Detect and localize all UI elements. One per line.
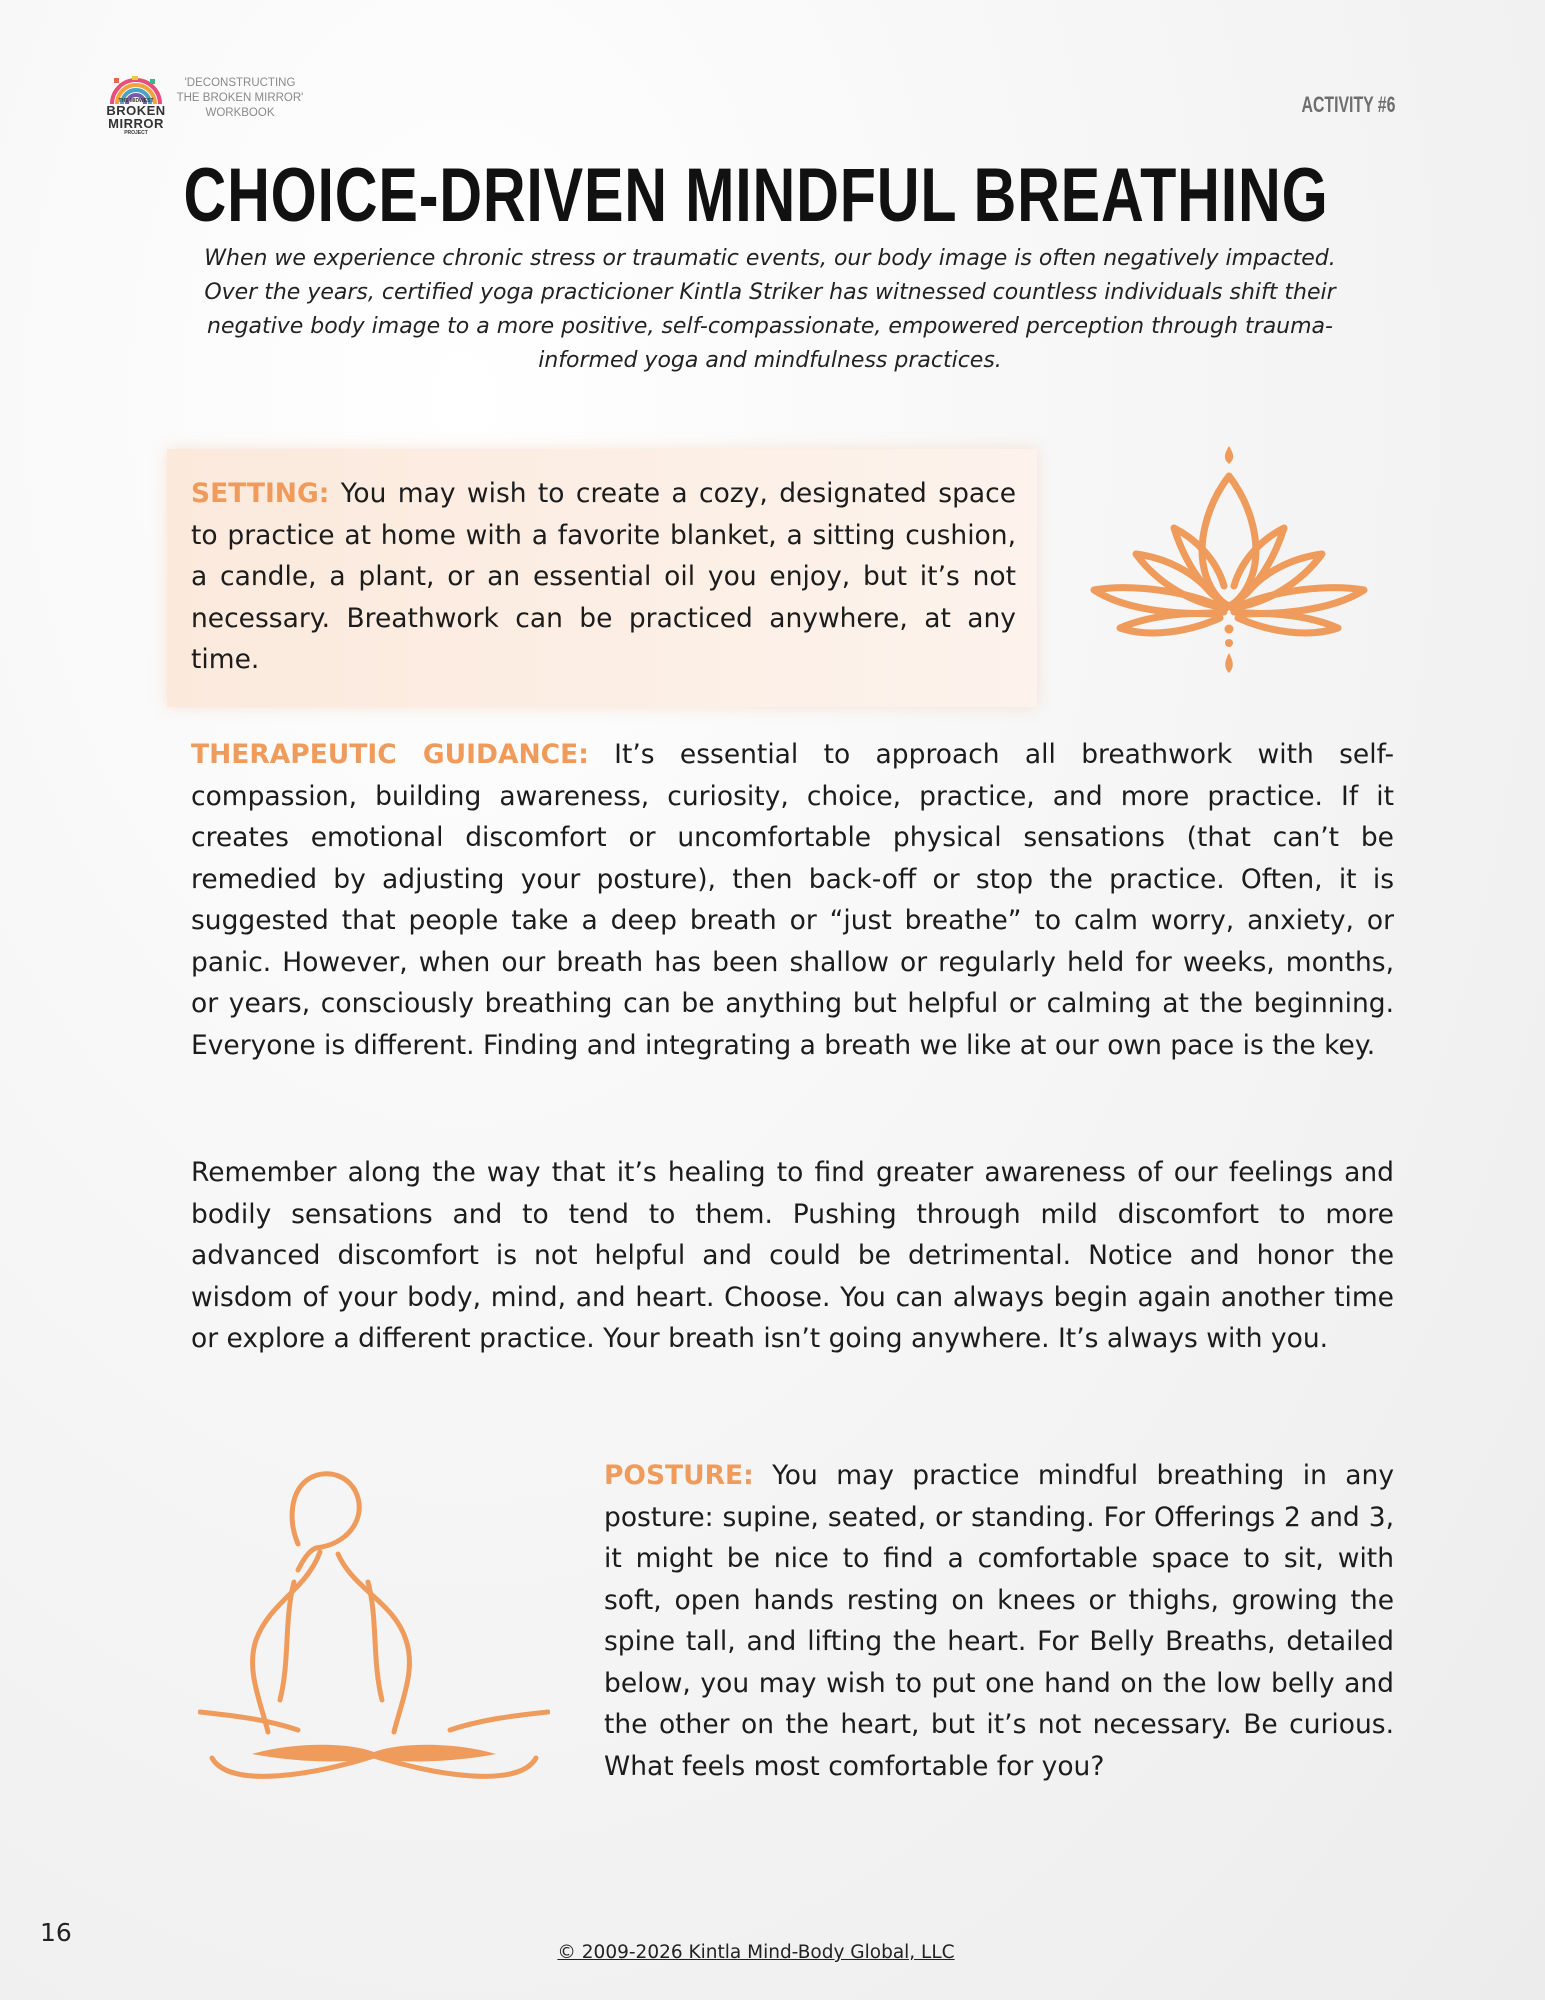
posture-text: You may practice mindful breathing in any posture: supine, seated, or standing. For Offerings 2 and 3, it might be nice to find a comfortable space to sit, with soft, open hands resting on knees or thighs, growing the spine tall, and lifting the heart. For Belly Breaths, detailed below, you may wish to put one hand on the low belly and the other on the heart, but it’s not necessary. Be curious. What feels most comfortable for you? bbox=[604, 1460, 1394, 1782]
posture-paragraph bbox=[604, 1455, 1394, 1787]
setting-paragraph bbox=[191, 473, 1016, 681]
setting-label: SETTING: bbox=[191, 478, 330, 509]
logo-text: THE MIDWEST BROKEN MIRROR PROJECT bbox=[106, 98, 166, 136]
page-title: CHOICE-DRIVEN MINDFUL BREATHING bbox=[183, 153, 1329, 238]
posture-label: POSTURE: bbox=[604, 1460, 754, 1491]
activity-label: ACTIVITY #6 bbox=[1301, 92, 1395, 117]
remember-paragraph: Remember along the way that it’s healing to find greater awareness of our feelings and bodily sensations and to tend to them. Pushing through mild discomfort to more advanced discomfort is not helpful and could be detrimental. Notice and honor the wisdom of your body, mind, and heart. Choose. You can always begin again another time or explore a different practice. Your breath isn’t going anywhere. It’s always with you. bbox=[191, 1157, 1394, 1354]
intro-paragraph: When we experience chronic stress or traumatic events, our body image is often negatively impacted. Over the years, certified yoga practicioner Kintla Striker has witnessed countless individuals shift their negative body image to a more positive, self-compassionate, empowered perception through trauma-informed yoga and mindfulness practices. bbox=[204, 246, 1336, 373]
therapeutic-paragraph bbox=[191, 734, 1394, 1066]
workbook-label: 'DECONSTRUCTING THE BROKEN MIRROR' WORKBOOK bbox=[176, 77, 304, 119]
therapeutic-label: THERAPEUTIC GUIDANCE: bbox=[191, 739, 589, 770]
page-number: 16 bbox=[40, 1918, 72, 1947]
copyright-link[interactable]: © 2009-2026 Kintla Mind-Body Global, LLC bbox=[557, 1942, 955, 1963]
therapeutic-text: It’s essential to approach all breathwork with self-compassion, building awareness, curiosity, choice, practice, and more practice. If it creates emotional discomfort or uncomfortable physical sensations (that can’t be remedied by adjusting your posture), then back-off or stop the practice. Often, it is suggested that people take a deep breath or “just breathe” to calm worry, anxiety, or panic. However, when our breath has been shallow or regularly held for weeks, months, or years, consciously breathing can be anything but helpful or calming at the beginning. Everyone is different. Finding and integrating a breath we like at our own pace is the key. bbox=[191, 739, 1395, 1061]
meditation-figure-icon bbox=[198, 1470, 550, 1788]
setting-text: You may wish to create a cozy, designated space to practice at home with a favorite blanket, a sitting cushion, a candle, a plant, or an essential oil you enjoy, but it’s not necessary. Breathwork can be practiced anywhere, at any time. bbox=[191, 478, 1016, 675]
lotus-icon bbox=[1088, 446, 1370, 678]
